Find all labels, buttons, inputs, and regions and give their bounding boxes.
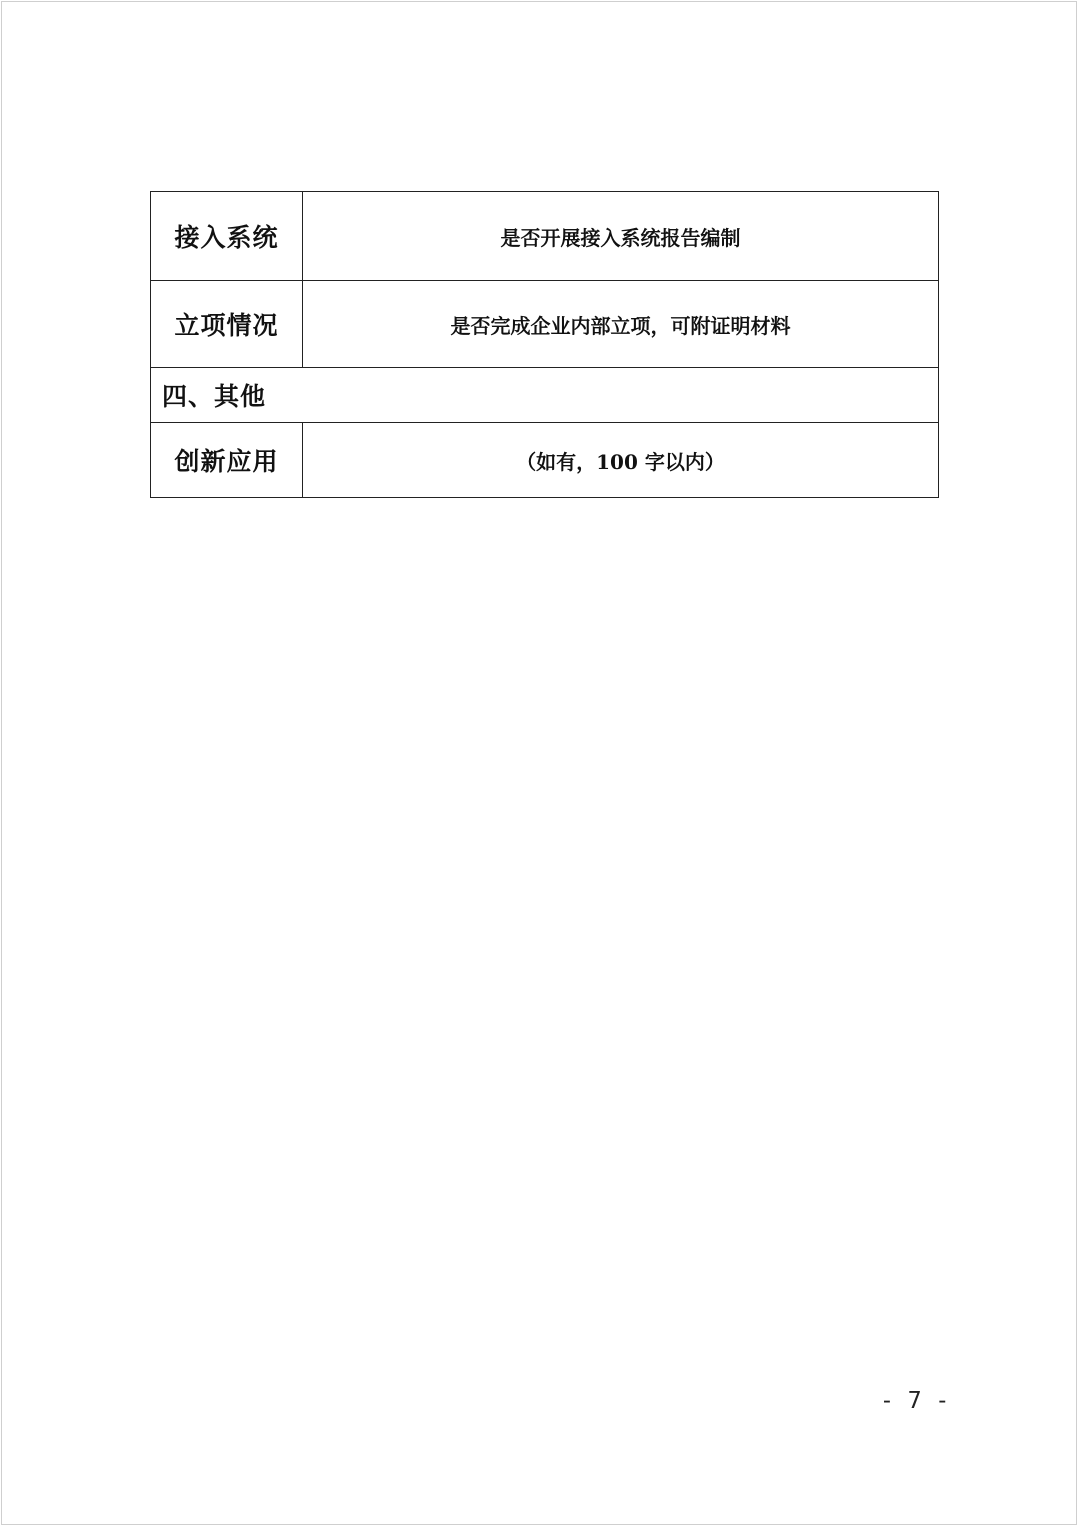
row-label-project-approval: 立项情况	[151, 281, 303, 368]
table-row-innovation	[151, 423, 939, 498]
row-value-project-approval: 是否完成企业内部立项，可附证明材料	[303, 281, 939, 368]
page-number: - 7 -	[880, 1388, 950, 1414]
table-row-section-heading	[151, 368, 939, 423]
row-value-access-system: 是否开展接入系统报告编制	[303, 192, 939, 281]
application-form-table	[150, 191, 939, 498]
row-label-innovation: 创新应用	[151, 423, 303, 498]
row-value-innovation: （如有，100 字以内）	[303, 423, 939, 498]
row-label-access-system: 接入系统	[151, 192, 303, 281]
table-row-access-system	[151, 192, 939, 281]
table-row-project-approval	[151, 281, 939, 368]
section-heading-other: 四、其他	[151, 368, 939, 423]
